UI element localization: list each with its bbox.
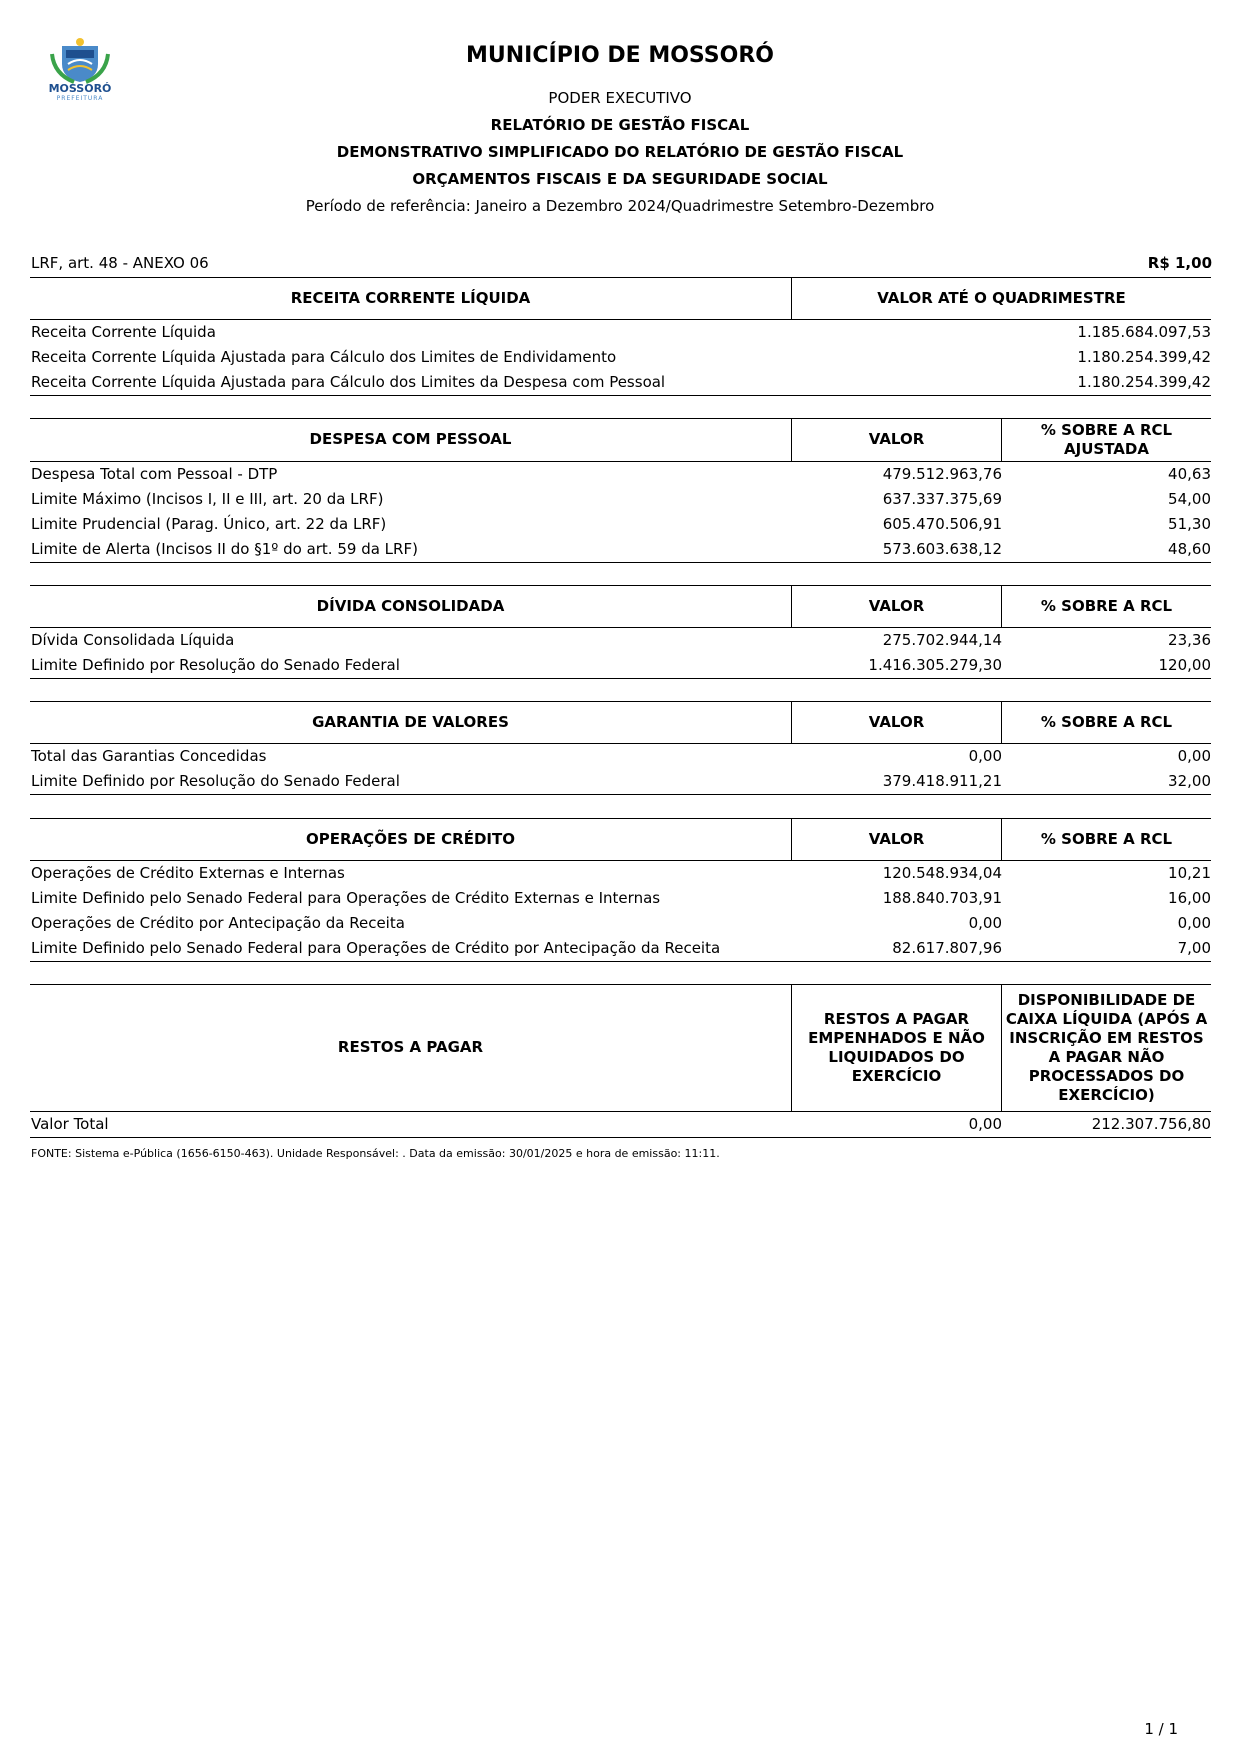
- row-label: Limite Prudencial (Parag. Único, art. 22 da LRF): [31, 515, 387, 533]
- source-footnote: FONTE: Sistema e-Pública (1656-6150-463). Unidade Responsável: . Data da emissão: 30/01/2025 e hora de emissão: 11:11.: [31, 1147, 720, 1160]
- garantia-header-label: GARANTIA DE VALORES: [312, 712, 509, 731]
- row-label: Limite Definido por Resolução do Senado Federal: [31, 772, 400, 790]
- row-valor: 188.840.703,91: [882, 889, 1002, 907]
- row-label: Operações de Crédito por Antecipação da Receita: [31, 914, 405, 932]
- row-pct: 32,00: [1168, 772, 1211, 790]
- row-label: Limite Definido pelo Senado Federal para Operações de Crédito Externas e Internas: [31, 889, 661, 907]
- table-row: [31, 653, 1211, 678]
- row-valor: 275.702.944,14: [882, 631, 1002, 649]
- credito-header-valor: VALOR: [868, 829, 925, 848]
- row-pct: 40,63: [1168, 465, 1211, 483]
- pessoal-header-pct: % SOBRE A RCL AJUSTADA: [1040, 420, 1173, 458]
- budget-scope: ORÇAMENTOS FISCAIS E DA SEGURIDADE SOCIAL: [412, 170, 828, 188]
- row-pct: 0,00: [1177, 747, 1211, 765]
- row-pct: 48,60: [1168, 540, 1211, 558]
- divida-header-label: DÍVIDA CONSOLIDADA: [316, 596, 505, 615]
- restos-header-label: RESTOS A PAGAR: [337, 1038, 484, 1056]
- row-pct: 0,00: [1177, 914, 1211, 932]
- divider: [30, 562, 1211, 563]
- pessoal-header-label: DESPESA COM PESSOAL: [309, 430, 512, 448]
- row-valor: 1.416.305.279,30: [868, 656, 1002, 674]
- table-row: [31, 936, 1211, 961]
- garantia-header-pct: % SOBRE A RCL: [1040, 712, 1173, 731]
- row-pct: 51,30: [1168, 515, 1211, 533]
- row-label: Receita Corrente Líquida Ajustada para Cálculo dos Limites de Endividamento: [31, 348, 617, 366]
- table-row: [31, 345, 1211, 370]
- row-label: Despesa Total com Pessoal - DTP: [31, 465, 278, 483]
- table-row: [31, 628, 1211, 653]
- restos-header-empenhados: RESTOS A PAGAR EMPENHADOS E NÃO LIQUIDADOS DO EXERCÍCIO: [808, 1009, 985, 1085]
- divider: [30, 678, 1211, 679]
- table-row: [31, 487, 1211, 512]
- row-label: Limite Definido por Resolução do Senado Federal: [31, 656, 400, 674]
- divida-header-pct: % SOBRE A RCL: [1040, 596, 1173, 615]
- row-value: 1.185.684.097,53: [1077, 323, 1211, 341]
- restos-header-disponibilidade: DISPONIBILIDADE DE CAIXA LÍQUIDA (APÓS A INSCRIÇÃO EM RESTOS A PAGAR NÃO PROCESSADOS DO EXERCÍCIO): [1005, 990, 1208, 1104]
- row-valor: 479.512.963,76: [882, 465, 1002, 483]
- row-label: Limite Definido pelo Senado Federal para Operações de Crédito por Antecipação da Receita: [31, 939, 721, 957]
- row-pct: 54,00: [1168, 490, 1211, 508]
- table-row: [31, 462, 1211, 487]
- table-row: [31, 744, 1211, 769]
- table-row: [31, 911, 1211, 936]
- rcl-header-value: VALOR ATÉ O QUADRIMESTRE: [877, 288, 1126, 307]
- row-valor: 0,00: [968, 914, 1002, 932]
- lrf-reference: LRF, art. 48 - ANEXO 06: [31, 254, 209, 272]
- row-valor: 0,00: [968, 747, 1002, 765]
- table-row: [31, 1112, 1211, 1137]
- reference-period: Período de referência: Janeiro a Dezembro 2024/Quadrimestre Setembro-Dezembro: [305, 197, 935, 215]
- row-pct: 10,21: [1168, 864, 1211, 882]
- row-label: Total das Garantias Concedidas: [31, 747, 267, 765]
- rcl-header-label: RECEITA CORRENTE LÍQUIDA: [290, 288, 531, 307]
- logo-subtext: PREFEITURA: [56, 95, 104, 102]
- logo-text: MOSSORÓ: [48, 82, 112, 95]
- divider: [30, 395, 1211, 396]
- row-label: Receita Corrente Líquida Ajustada para Cálculo dos Limites da Despesa com Pessoal: [31, 373, 666, 391]
- row-label: Limite Máximo (Incisos I, II e III, art. 20 da LRF): [31, 490, 384, 508]
- table-row: [31, 769, 1211, 794]
- garantia-header-valor: VALOR: [868, 712, 925, 731]
- divider: [30, 961, 1211, 962]
- row-value: 1.180.254.399,42: [1077, 348, 1211, 366]
- row-disponibilidade: 212.307.756,80: [1091, 1115, 1211, 1133]
- row-valor: 637.337.375,69: [882, 490, 1002, 508]
- table-row: [31, 886, 1211, 911]
- row-value: 1.180.254.399,42: [1077, 373, 1211, 391]
- pessoal-header-valor: VALOR: [868, 430, 925, 448]
- row-pct: 23,36: [1168, 631, 1211, 649]
- row-valor: 379.418.911,21: [882, 772, 1002, 790]
- municipality-title: MUNICÍPIO DE MOSSORÓ: [466, 43, 774, 68]
- report-title: RELATÓRIO DE GESTÃO FISCAL: [490, 116, 750, 134]
- divida-header-valor: VALOR: [868, 596, 925, 615]
- table-row: [31, 861, 1211, 886]
- row-pct: 16,00: [1168, 889, 1211, 907]
- row-empenhados: 0,00: [968, 1115, 1002, 1133]
- row-label: Valor Total: [31, 1115, 109, 1133]
- table-row: [31, 370, 1211, 395]
- row-valor: 573.603.638,12: [882, 540, 1002, 558]
- table-row: [31, 320, 1211, 345]
- report-subtitle: DEMONSTRATIVO SIMPLIFICADO DO RELATÓRIO DE GESTÃO FISCAL: [336, 143, 904, 161]
- table-row: [31, 512, 1211, 537]
- page-number: 1 / 1: [1144, 1720, 1178, 1738]
- row-label: Limite de Alerta (Incisos II do §1º do art. 59 da LRF): [31, 540, 418, 558]
- row-label: Operações de Crédito Externas e Internas: [31, 864, 345, 882]
- table-row: [31, 537, 1211, 562]
- credito-header-pct: % SOBRE A RCL: [1040, 829, 1173, 848]
- credito-header-label: OPERAÇÕES DE CRÉDITO: [306, 829, 515, 848]
- row-label: Dívida Consolidada Líquida: [31, 631, 235, 649]
- row-valor: 82.617.807,96: [892, 939, 1002, 957]
- divider: [30, 794, 1211, 795]
- divider: [30, 1137, 1211, 1138]
- row-pct: 7,00: [1177, 939, 1211, 957]
- row-valor: 605.470.506,91: [882, 515, 1002, 533]
- row-pct: 120,00: [1158, 656, 1211, 674]
- currency-unit: R$ 1,00: [1147, 254, 1212, 272]
- row-label: Receita Corrente Líquida: [31, 323, 216, 341]
- row-valor: 120.548.934,04: [882, 864, 1002, 882]
- poder-executivo: PODER EXECUTIVO: [548, 89, 692, 107]
